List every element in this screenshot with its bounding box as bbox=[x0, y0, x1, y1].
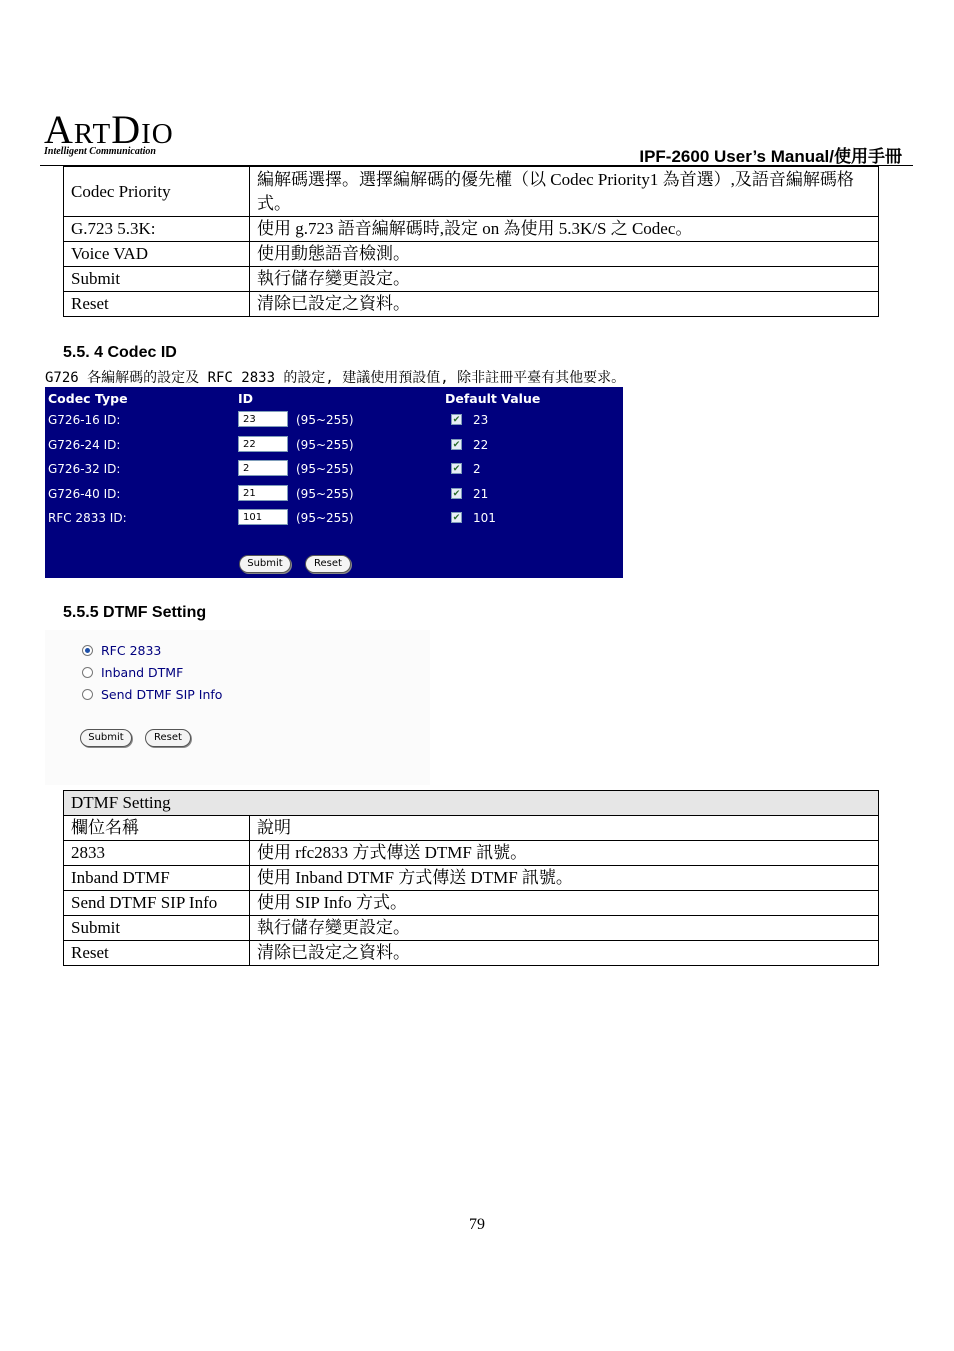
codec-settings-table bbox=[63, 166, 879, 317]
codec-row-g726-40 bbox=[45, 485, 623, 505]
option-label: RFC 2833 bbox=[101, 643, 162, 658]
range-hint: (95~255) bbox=[296, 487, 354, 501]
desc-cell: 編解碼選擇。選擇編解碼的優先權（以 Codec Priority1 為首選）,及語音編解碼格式。 bbox=[250, 167, 879, 217]
radio-button[interactable] bbox=[82, 689, 93, 700]
codec-id-input[interactable]: 22 bbox=[238, 436, 288, 452]
reset-button[interactable]: Reset bbox=[145, 729, 191, 747]
table-row bbox=[64, 841, 879, 866]
range-hint: (95~255) bbox=[296, 511, 354, 525]
desc-cell: 使用 rfc2833 方式傳送 DTMF 訊號。 bbox=[250, 841, 879, 866]
artdio-logo: ARTDIO bbox=[44, 107, 174, 152]
default-checkbox[interactable]: ✔ bbox=[452, 464, 461, 474]
default-value: 22 bbox=[473, 438, 489, 452]
codec-id-input[interactable]: 101 bbox=[238, 509, 288, 525]
field-cell: Inband DTMF bbox=[64, 866, 250, 891]
desc-cell: 清除已設定之資料。 bbox=[250, 941, 879, 966]
dtmf-setting-table bbox=[63, 790, 879, 966]
section-heading-dtmf: 5.5.5 DTMF Setting bbox=[63, 604, 207, 621]
desc-cell: 使用 SIP Info 方式。 bbox=[250, 891, 879, 916]
desc-cell: 執行儲存變更設定。 bbox=[250, 267, 879, 292]
codec-row-g726-16 bbox=[45, 411, 623, 431]
logo-tagline: Intelligent Communication bbox=[44, 146, 156, 157]
option-label: Send DTMF SIP Info bbox=[101, 687, 223, 702]
table-row bbox=[64, 242, 879, 267]
radio-button-selected[interactable] bbox=[82, 645, 93, 656]
dtmf-settings-panel bbox=[45, 630, 430, 785]
table-title: DTMF Setting bbox=[64, 791, 879, 816]
default-checkbox[interactable]: ✔ bbox=[452, 513, 461, 523]
desc-cell: 使用 g.723 語音編解碼時,設定 on 為使用 5.3K/S 之 Codec。 bbox=[250, 217, 879, 242]
default-checkbox[interactable]: ✔ bbox=[452, 489, 461, 499]
codec-id-note: G726 各編解碼的設定及 RFC 2833 的設定, 建議使用預設值, 除非註冊平臺有其他要求。 bbox=[45, 370, 626, 386]
default-value: 101 bbox=[473, 511, 496, 525]
table-row bbox=[64, 866, 879, 891]
codec-row-rfc-2833 bbox=[45, 509, 623, 529]
col-header-default-value: Default Value bbox=[445, 391, 541, 406]
codec-label: G726-16 ID: bbox=[48, 413, 121, 427]
codec-label: G726-40 ID: bbox=[48, 487, 121, 501]
col-header-codec-type: Codec Type bbox=[48, 391, 128, 406]
codec-id-input[interactable]: 2 bbox=[238, 460, 288, 476]
desc-cell: 使用動態語音檢測。 bbox=[250, 242, 879, 267]
table-row bbox=[64, 916, 879, 941]
desc-cell: 使用 Inband DTMF 方式傳送 DTMF 訊號。 bbox=[250, 866, 879, 891]
codec-id-panel bbox=[45, 387, 623, 578]
codec-label: G726-24 ID: bbox=[48, 438, 121, 452]
default-value: 2 bbox=[473, 462, 481, 476]
col-header-id: ID bbox=[238, 391, 254, 406]
codec-id-input[interactable]: 23 bbox=[238, 411, 288, 427]
field-cell: Submit bbox=[64, 267, 250, 292]
codec-row-g726-32 bbox=[45, 460, 623, 480]
table-title-row bbox=[64, 791, 879, 816]
manual-title: IPF-2600 User’s Manual/使用手冊 bbox=[639, 147, 902, 166]
default-checkbox[interactable]: ✔ bbox=[452, 440, 461, 450]
codec-row-g726-24 bbox=[45, 436, 623, 456]
range-hint: (95~255) bbox=[296, 413, 354, 427]
table-header-row bbox=[64, 816, 879, 841]
table-row bbox=[64, 941, 879, 966]
page-number: 79 bbox=[469, 1216, 485, 1233]
table-row bbox=[64, 167, 879, 217]
header-field: 欄位名稱 bbox=[64, 816, 250, 841]
section-heading-codec-id: 5.5. 4 Codec ID bbox=[63, 344, 177, 361]
codec-id-input[interactable]: 21 bbox=[238, 485, 288, 501]
field-cell: Send DTMF SIP Info bbox=[64, 891, 250, 916]
range-hint: (95~255) bbox=[296, 438, 354, 452]
default-value: 23 bbox=[473, 413, 489, 427]
table-row bbox=[64, 891, 879, 916]
codec-label: G726-32 ID: bbox=[48, 462, 121, 476]
field-cell: Reset bbox=[64, 941, 250, 966]
submit-button[interactable]: Submit bbox=[239, 555, 291, 573]
submit-button[interactable]: Submit bbox=[80, 729, 132, 747]
desc-cell: 清除已設定之資料。 bbox=[250, 292, 879, 317]
field-cell: Codec Priority bbox=[64, 167, 250, 217]
field-cell: Submit bbox=[64, 916, 250, 941]
desc-cell: 執行儲存變更設定。 bbox=[250, 916, 879, 941]
default-checkbox[interactable]: ✔ bbox=[452, 415, 461, 425]
option-label: Inband DTMF bbox=[101, 665, 184, 680]
field-cell: 2833 bbox=[64, 841, 250, 866]
field-cell: Reset bbox=[64, 292, 250, 317]
codec-label: RFC 2833 ID: bbox=[48, 511, 127, 525]
default-value: 21 bbox=[473, 487, 489, 501]
field-cell: G.723 5.3K: bbox=[64, 217, 250, 242]
header-desc: 說明 bbox=[250, 816, 879, 841]
field-cell: Voice VAD bbox=[64, 242, 250, 267]
reset-button[interactable]: Reset bbox=[305, 555, 351, 573]
table-row bbox=[64, 267, 879, 292]
radio-button[interactable] bbox=[82, 667, 93, 678]
table-row bbox=[64, 217, 879, 242]
table-row bbox=[64, 292, 879, 317]
range-hint: (95~255) bbox=[296, 462, 354, 476]
